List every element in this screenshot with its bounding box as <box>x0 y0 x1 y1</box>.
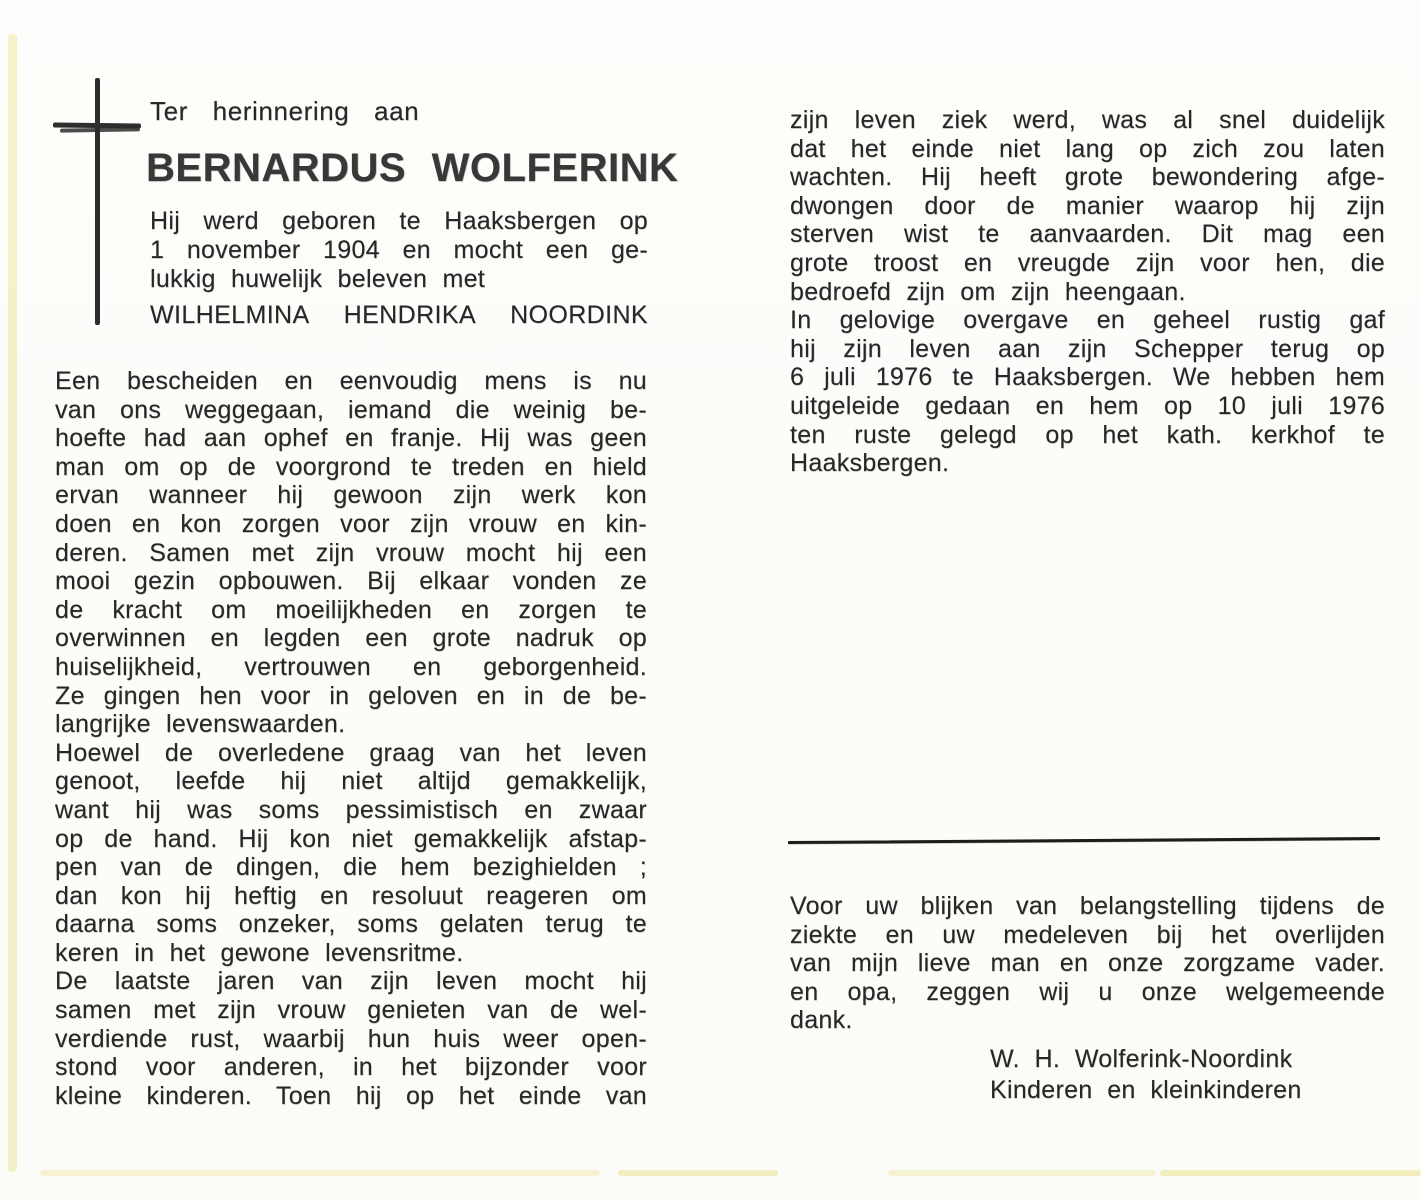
text-line: van ons weggegaan, iemand die weinig be- <box>55 395 647 424</box>
text-line: wachten. Hij heeft grote bewondering afge- <box>790 163 1385 192</box>
text-line: ziekte en uw medeleven bij het overlijden <box>790 920 1385 949</box>
scan-edge-strip-bottom <box>888 1170 1156 1176</box>
text-line: op de hand. Hij kon niet gemakkelijk afstap- <box>55 824 647 853</box>
scan-edge-strip-bottom <box>618 1170 778 1176</box>
text-line: man om op de voorgrond te treden en hield <box>55 452 647 481</box>
scan-edge-strip-bottom <box>1160 1170 1421 1176</box>
separator-line <box>788 837 1380 844</box>
text-line: kleine kinderen. Toen hij op het einde van <box>55 1081 647 1110</box>
text-line: doen en kon zorgen voor zijn vrouw en kin- <box>55 509 647 538</box>
text-line: Haaksbergen. <box>790 449 950 478</box>
signature-block <box>990 1044 1390 1106</box>
text-line: hij zijn leven aan zijn Schepper terug op <box>790 334 1385 363</box>
text-line: mooi gezin opbouwen. Bij elkaar vonden ze <box>55 567 647 596</box>
text-line: hoefte had aan ophef en franje. Hij was geen <box>55 424 647 453</box>
text-line: en opa, zeggen wij u onze welgemeende <box>790 977 1385 1006</box>
intro-line: Hij werd geboren te Haaksbergen op <box>150 207 648 235</box>
acknowledgement-text <box>790 892 1385 1035</box>
text-line: dat het einde niet lang op zich zou laten <box>790 134 1385 163</box>
right-column-text <box>790 106 1385 478</box>
left-column-text <box>55 367 647 1110</box>
text-line: daarna soms onzeker, soms gelaten terug te <box>55 910 647 939</box>
text-line: verdiende rust, waarbij hun huis weer open- <box>55 1024 647 1053</box>
deceased-name: BERNARDUS WOLFERINK <box>146 146 679 190</box>
signature-line: Kinderen en kleinkinderen <box>990 1076 1302 1104</box>
text-line: van mijn lieve man en onze zorgzame vader. <box>790 949 1385 978</box>
text-line: bedroefd zijn om zijn heengaan. <box>790 277 1186 306</box>
text-line: overwinnen en legden een grote nadruk op <box>55 624 647 653</box>
text-line: dan kon hij heftig en resoluut reageren om <box>55 881 647 910</box>
text-line: langrijke levenswaarden. <box>55 710 346 739</box>
scan-edge-strip-bottom <box>40 1170 600 1176</box>
intro-line: WILHELMINA HENDRIKA NOORDINK <box>150 301 648 329</box>
text-line: samen met zijn vrouw genieten van de wel- <box>55 996 647 1025</box>
text-line: deren. Samen met zijn vrouw mocht hij een <box>55 538 647 567</box>
text-line: huiselijkheid, vertrouwen en geborgenheid. <box>55 652 647 681</box>
intro-text <box>150 207 648 330</box>
text-line: Een bescheiden en eenvoudig mens is nu <box>55 367 647 395</box>
text-line: Ze gingen hen voor in geloven en in de be- <box>55 681 647 710</box>
text-line: 6 juli 1976 te Haaksbergen. We hebben hem <box>790 363 1385 392</box>
text-line: uitgeleide gedaan en hem op 10 juli 1976 <box>790 391 1385 420</box>
text-line: Voor uw blijken van belangstelling tijdens de <box>790 892 1385 920</box>
intro-line: 1 november 1904 en mocht een ge- <box>150 236 648 264</box>
text-line: Hoewel de overledene graag van het leven <box>55 738 647 767</box>
text-line: genoot, leefde hij niet altijd gemakkelijk, <box>55 767 647 796</box>
text-line: dank. <box>790 1006 853 1035</box>
intro-line: lukkig huwelijk beleven met <box>150 265 486 293</box>
signature-line: W. H. Wolferink-Noordink <box>990 1045 1293 1073</box>
scan-edge-strip-left <box>8 34 17 1172</box>
text-line: stond voor anderen, in het bijzonder voor <box>55 1053 647 1082</box>
text-line: de kracht om moeilijkheden en zorgen te <box>55 595 647 624</box>
text-line: keren in het gewone levensritme. <box>55 938 464 967</box>
text-line: grote troost en vreugde zijn voor hen, die <box>790 248 1385 277</box>
text-line: pen van de dingen, die hem bezighielden ; <box>55 853 647 882</box>
text-line: want hij was soms pessimistisch en zwaar <box>55 795 647 824</box>
text-line: ten ruste gelegd op het kath. kerkhof te <box>790 420 1385 449</box>
text-line: De laatste jaren van zijn leven mocht hij <box>55 967 647 996</box>
text-line: sterven wist te aanvaarden. Dit mag een <box>790 220 1385 249</box>
text-line: dwongen door de manier waarop hij zijn <box>790 191 1385 220</box>
text-line: In gelovige overgave en geheel rustig gaf <box>790 306 1385 335</box>
memorial-phrase: Ter herinnering aan <box>150 96 420 126</box>
text-line: zijn leven ziek werd, was al snel duidelijk <box>790 106 1385 134</box>
text-line: ervan wanneer hij gewoon zijn werk kon <box>55 481 647 510</box>
